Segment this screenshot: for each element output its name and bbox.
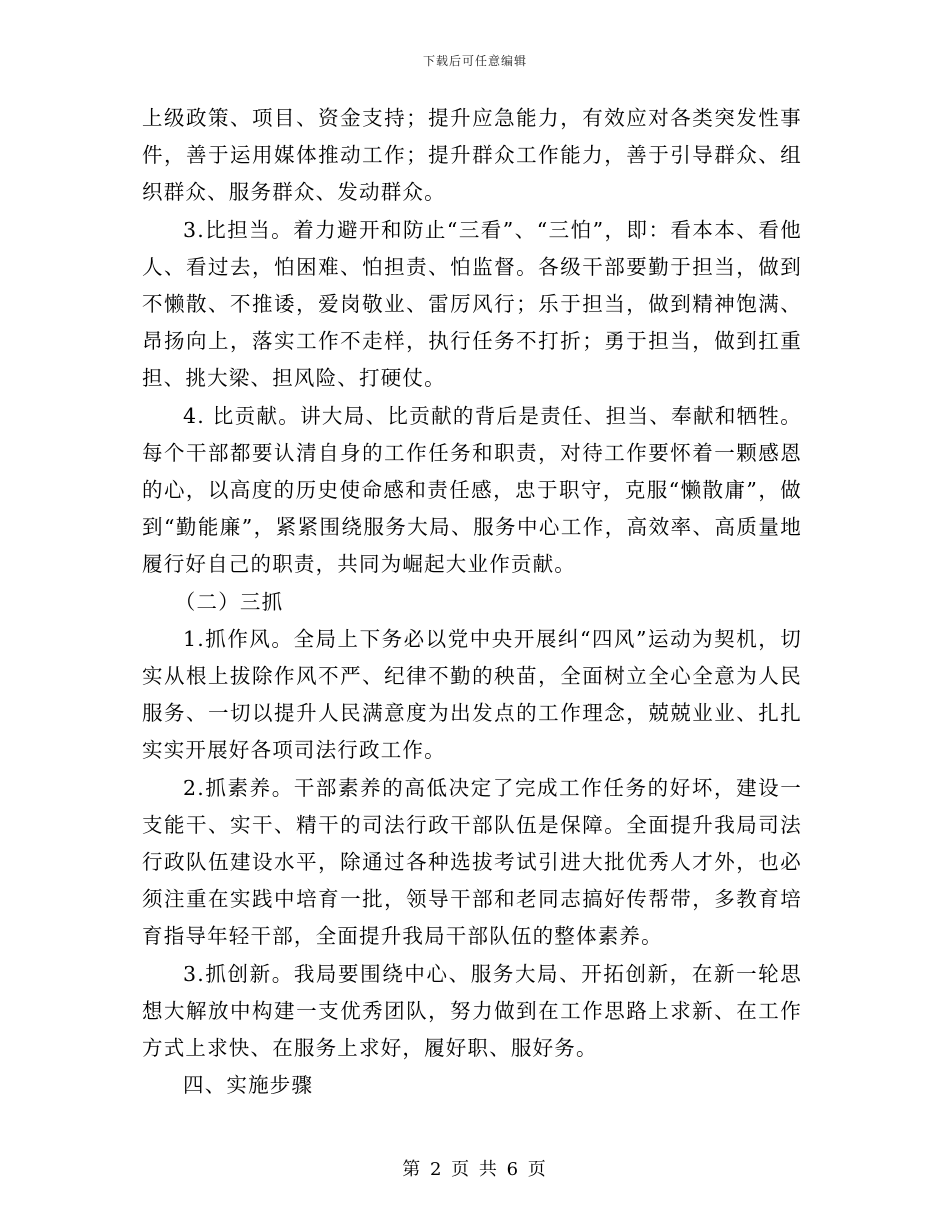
paragraph-item-4-contribution: 4. 比贡献。讲大局、比贡献的背后是责任、担当、奉献和牺牲。每个干部都要认清自身的工作任务和职责，对待工作要怀着一颗感恩的心，以高度的历史使命感和责任感，忠于职守，克服“懒散庸”，做到“勤能廉”，紧紧围绕服务大局、服务中心工作，高效率、高质量地履行好自己的职责，共同为崛起大业作贡献。 [142,403,802,577]
section-heading-implementation-steps: 四、实施步骤 [183,1073,314,1098]
paragraph-item-3-responsibility: 3.比担当。着力避开和防止“三看”、“三怕”，即：看本本、看他人、看过去，怕困难、怕担责、怕监督。各级干部要勤于担当，做到不懒散、不推诿，爱岗敬业、雷厉风行；乐于担当，做到精神饱满、昂扬向上，落实工作不走样，执行任务不打折；勇于担当，做到扛重担、挑大梁、担风险、打硬仗。 [142,217,802,391]
paragraph-grasp-quality: 2.抓素养。干部素养的高低决定了完成工作任务的好坏，建设一支能干、实干、精干的司法行政干部队伍是保障。全面提升我局司法行政队伍建设水平，除通过各种选拔考试引进大批优秀人才外，也必须注重在实践中培育一批，领导干部和老同志搞好传帮带，多教育培育指导年轻干部，全面提升我局干部队伍的整体素养。 [142,775,802,949]
document-body [142,100,802,1104]
page-footer: 第 2 页 共 6 页 [402,1159,548,1180]
page-header: 下载后可任意编辑 [422,54,527,68]
section-heading-three-grasps: （二）三抓 [174,589,284,614]
paragraph-grasp-innovation: 3.抓创新。我局要围绕中心、服务大局、开拓创新，在新一轮思想大解放中构建一支优秀团队，努力做到在工作思路上求新、在工作方式上求快、在服务上求好，履好职、服好务。 [142,961,802,1061]
paragraph-grasp-style: 1.抓作风。全局上下务必以党中央开展纠“四风”运动为契机，切实从根上拔除作风不严、纪律不勤的秧苗，全面树立全心全意为人民服务、一切以提升人民满意度为出发点的工作理念，兢兢业业、扎扎实实开展好各项司法行政工作。 [142,626,802,763]
paragraph-continued: 上级政策、项目、资金支持；提升应急能力，有效应对各类突发性事件，善于运用媒体推动工作；提升群众工作能力，善于引导群众、组织群众、服务群众、发动群众。 [142,106,802,205]
